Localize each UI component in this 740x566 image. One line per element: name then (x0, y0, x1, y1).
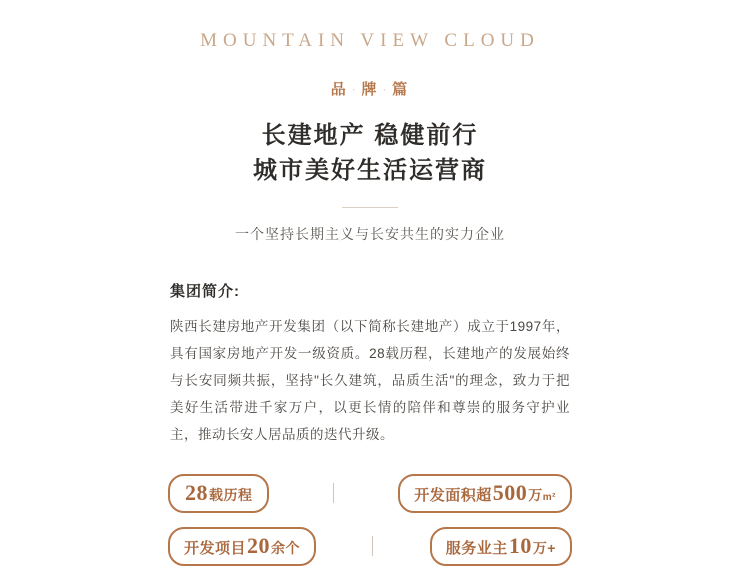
intro-section (170, 280, 570, 448)
stat-pill-years (168, 474, 269, 513)
headline-line-1: 长建地产 稳健前行 (261, 122, 479, 149)
stat-owners-suffix: 万+ (532, 539, 556, 556)
brand-tag-char-3: 篇 (392, 81, 410, 98)
stat-area-suffix: 万 (528, 486, 543, 503)
intro-title: 集团简介: (170, 282, 240, 300)
stat-pill-area (398, 474, 572, 513)
subtitle: 一个坚持长期主义与长安共生的实力企业 (235, 225, 505, 242)
stat-projects-number: 20 (247, 532, 271, 558)
stats-row-2 (168, 527, 572, 566)
stat-years-number: 28 (185, 479, 208, 505)
eyebrow-title: MOUNTAIN VIEW CLOUD (200, 30, 540, 51)
stat-pill-owners (430, 527, 572, 566)
brand-tag-dot-2: · (382, 84, 389, 97)
stat-area-prefix: 开发面积超 (414, 486, 492, 504)
stats-row-1 (168, 474, 572, 513)
poster-page (0, 30, 740, 565)
stat-projects-suffix: 余个 (271, 539, 301, 556)
divider (342, 207, 398, 208)
stat-pill-projects (168, 527, 316, 566)
headline (0, 119, 740, 189)
stat-projects-prefix: 开发项目 (184, 539, 247, 557)
stats-separator-1 (333, 483, 334, 503)
brand-tag-char-1: 品 (330, 81, 348, 98)
stat-area-unit-sup: m² (542, 491, 556, 503)
stat-owners-number: 10 (508, 532, 532, 558)
stats-separator-2 (372, 536, 373, 556)
intro-paragraph: 陕西长建房地产开发集团（以下简称长建地产）成立于1997年，具有国家房地产开发一级资质。28载历程，长建地产的发展始终与长安同频共振，坚持"长久建筑，品质生活"的理念，致力于把美好生活带进千家万户，以更长情的陪伴和尊崇的服务守护业主，推动长安人居品质的迭代升级。 (170, 318, 570, 442)
stat-years-suffix: 载历程 (209, 486, 253, 503)
stats-section (168, 474, 572, 566)
stat-owners-prefix: 服务业主 (445, 539, 508, 557)
stat-area-number: 500 (492, 479, 528, 505)
headline-line-2: 城市美好生活运营商 (253, 156, 487, 184)
brand-tag (0, 78, 740, 99)
brand-tag-dot-1: · (351, 84, 358, 97)
brand-tag-char-2: 牌 (361, 81, 379, 98)
